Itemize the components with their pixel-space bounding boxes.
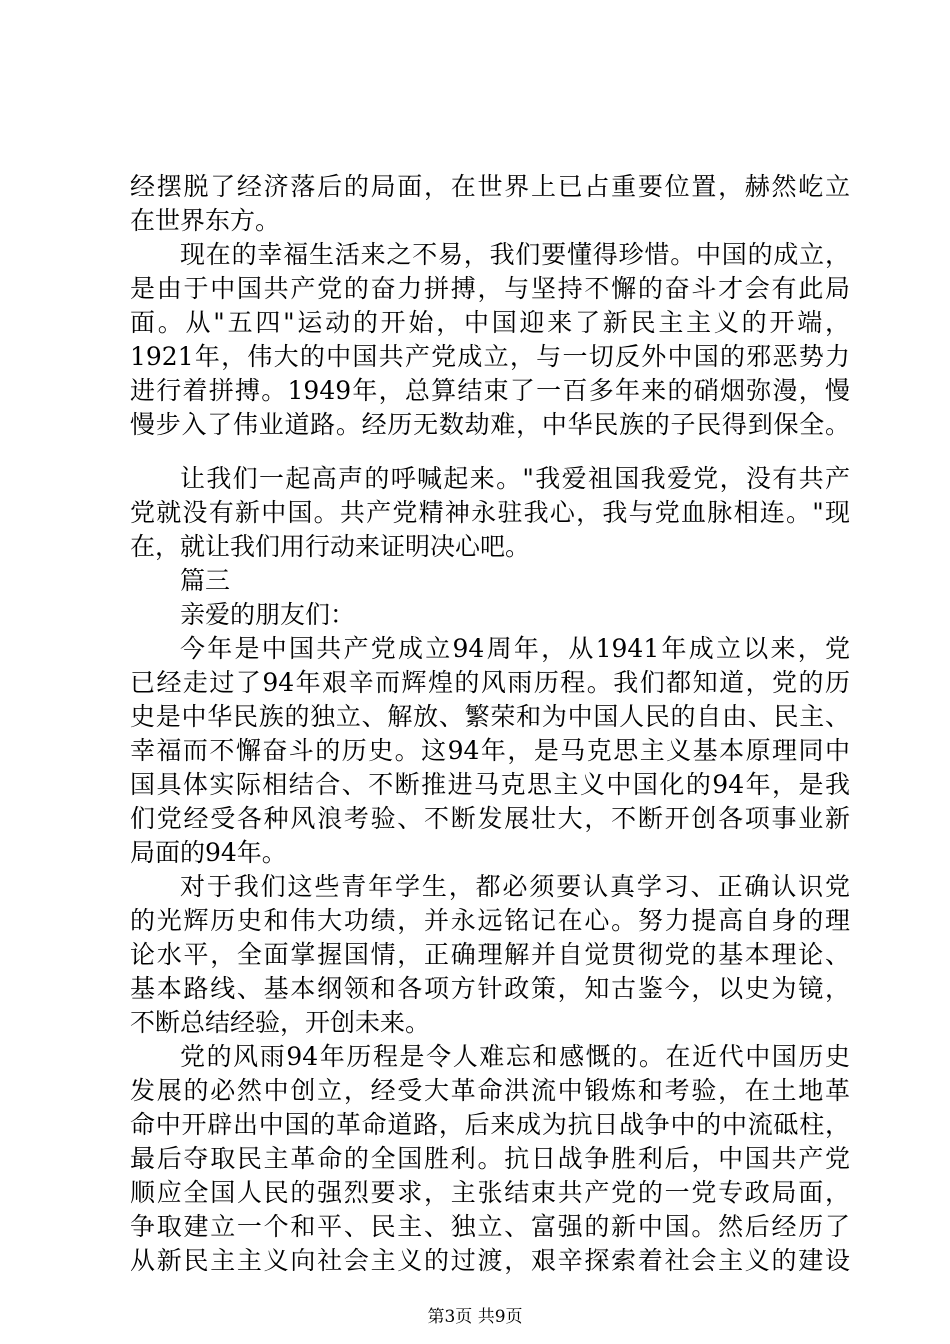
text-line: 在世界东方。 <box>130 206 281 235</box>
text-line: 顺应全国人民的强烈要求，主张结束共产党的一党专政局面， <box>130 1178 850 1207</box>
text-line: 进行着拼搏。1949年，总算结束了一百多年来的硝烟弥漫，慢 <box>130 376 850 405</box>
page-number-footer: 第3页 共9页 <box>427 1307 523 1327</box>
text-line: 争取建立一个和平、民主、独立、富强的新中国。然后经历了 <box>130 1212 850 1241</box>
text-line: 1921年，伟大的中国共产党成立，与一切反外中国的邪恶势力 <box>130 342 850 371</box>
text-line: 慢步入了伟业道路。经历无数劫难，中华民族的子民得到保全。 <box>130 410 850 439</box>
text-line: 让我们一起高声的呼喊起来。"我爱祖国我爱党，没有共产 <box>180 464 850 493</box>
text-line: 党就没有新中国。共产党精神永驻我心，我与党血脉相连。"现 <box>130 498 850 527</box>
text-line: 党的风雨94年历程是令人难忘和感慨的。在近代中国历史 <box>180 1042 850 1071</box>
text-line: 从新民主主义向社会主义的过渡，艰辛探索着社会主义的建设 <box>130 1246 850 1275</box>
text-line: 面。从"五四"运动的开始，中国迎来了新民主主义的开端， <box>130 308 850 337</box>
text-line: 最后夺取民主革命的全国胜利。抗日战争胜利后，中国共产党 <box>130 1144 850 1173</box>
section-heading: 篇三 <box>180 566 231 595</box>
text-line: 的光辉历史和伟大功绩，并永远铭记在心。努力提高自身的理 <box>130 906 850 935</box>
text-line: 基本路线、基本纲领和各项方针政策，知古鉴今，以史为镜， <box>130 974 850 1003</box>
salutation: 亲爱的朋友们： <box>180 600 356 629</box>
text-line: 现在的幸福生活来之不易，我们要懂得珍惜。中国的成立， <box>180 240 850 269</box>
text-line: 是由于中国共产党的奋力拼搏，与坚持不懈的奋斗才会有此局 <box>130 274 850 303</box>
text-line: 论水平，全面掌握国情，正确理解并自觉贯彻党的基本理论、 <box>130 940 850 969</box>
text-line: 已经走过了94年艰辛而辉煌的风雨历程。我们都知道，党的历 <box>130 668 850 697</box>
text-line: 命中开辟出中国的革命道路，后来成为抗日战争中的中流砥柱， <box>130 1110 850 1139</box>
text-line: 幸福而不懈奋斗的历史。这94年，是马克思主义基本原理同中 <box>130 736 850 765</box>
text-line: 史是中华民族的独立、解放、繁荣和为中国人民的自由、民主、 <box>130 702 850 731</box>
text-line: 今年是中国共产党成立94周年，从1941年成立以来，党 <box>180 634 850 663</box>
text-line: 发展的必然中创立，经受大革命洪流中锻炼和考验，在土地革 <box>130 1076 850 1105</box>
text-line: 对于我们这些青年学生，都必须要认真学习、正确认识党 <box>180 872 850 901</box>
text-line: 经摆脱了经济落后的局面，在世界上已占重要位置，赫然屹立 <box>130 172 850 201</box>
text-line: 不断总结经验，开创未来。 <box>130 1008 431 1037</box>
text-line: 局面的94年。 <box>130 838 287 867</box>
text-line: 们党经受各种风浪考验、不断发展壮大，不断开创各项事业新 <box>130 804 850 833</box>
text-line: 在，就让我们用行动来证明决心吧。 <box>130 532 531 561</box>
text-line: 国具体实际相结合、不断推进马克思主义中国化的94年，是我 <box>130 770 850 799</box>
